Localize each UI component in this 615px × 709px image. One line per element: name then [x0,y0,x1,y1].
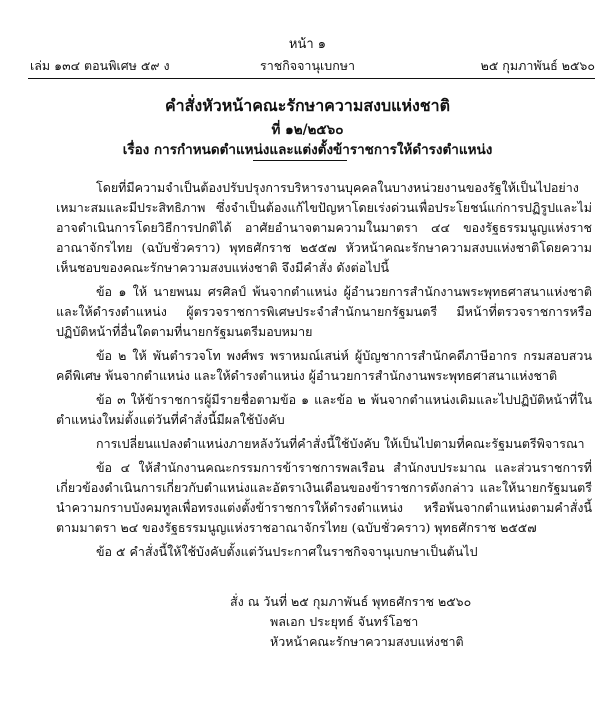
order-subject: เรื่อง การกำหนดตำแหน่งและแต่งตั้งข้าราชการให้ดำรงตำแหน่ง [122,142,493,158]
clause-3: ข้อ ๓ ให้ข้าราชการผู้มีรายชื่อตามข้อ ๑ และข้อ ๒ พ้นจากตำแหน่งเดิมและไปปฏิบัติหน้าที่ในตำแหน่งใหม่ตั้งแต่วันที่คำสั่งนี้มีผลใช้บังคับ [56,392,592,427]
order-title: คำสั่งหัวหน้าคณะรักษาความสงบแห่งชาติ [164,96,451,115]
order-body [56,178,592,566]
clause-2: ข้อ ๒ ให้ พันตำรวจโท พงศ์พร พราหมณ์เสน่ห์ ผู้บัญชาการสำนักคดีภาษีอากร กรมสอบสวนคดีพิเศษ พ้นจากตำแหน่ง และให้ดำรงตำแหน่ง ผู้อำนวยการสำนักงานพระพุทธศาสนาแห่งชาติ [56,348,592,383]
order-number: ที่ ๑๒/๒๕๖๐ [271,122,344,138]
volume-info: เล่ม ๑๓๔ ตอนพิเศษ ๕๙ ง [30,58,170,73]
signature-block [230,592,590,652]
publication-date: ๒๕ กุมภาพันธ์ ๒๕๖๐ [480,58,595,73]
gazette-header [30,56,595,74]
clause-1: ข้อ ๑ ให้ นายพนม ศรศิลป์ พ้นจากตำแหน่ง ผู้อำนวยการสำนักงานพระพุทธศาสนาแห่งชาติ และให้ดำรงตำแหน่ง ผู้ตรวจราชการพิเศษประจำสำนักนายกรัฐมนตรี มีหน้าที่ตรวจราชการหรือปฏิบัติหน้าที่อื่นใดตามที่นายกรัฐมนตรีมอบหมาย [56,284,592,339]
signing-date: สั่ง ณ วันที่ ๒๕ กุมภาพันธ์ พุทธศักราช ๒๕๖๐ [230,594,472,609]
preamble-paragraph: โดยที่มีความจำเป็นต้องปรับปรุงการบริหารงานบุคคลในบางหน่วยงานของรัฐให้เป็นไปอย่างเหมาะสมและมีประสิทธิภาพ ซึ่งจำเป็นต้องแก้ไขปัญหาโดยเร่งด่วนเพื่อประโยชน์แก่การปฏิรูปและไม่อาจดำเนินการโดยวิธีการปกติได้ อาศัยอำนาจตามความในมาตรา ๔๔ ของรัฐธรรมนูญแห่งราชอาณาจักรไทย (ฉบับชั่วคราว) พุทธศักราช ๒๕๕๗ หัวหน้าคณะรักษาความสงบแห่งชาติโดยความเห็นชอบของคณะรักษาความสงบแห่งชาติ จึงมีคำสั่ง ดังต่อไปนี้ [56,180,592,275]
signatory-name: พลเอก ประยุทธ์ จันทร์โอชา [270,614,419,629]
header-rule [28,78,595,79]
clause-5: ข้อ ๕ คำสั่งนี้ให้ใช้บังคับตั้งแต่วันประกาศในราชกิจจานุเบกษาเป็นต้นไป [96,544,478,559]
clause-3-note: การเปลี่ยนแปลงตำแหน่งภายหลังวันที่คำสั่งนี้ใช้บังคับ ให้เป็นไปตามที่คณะรัฐมนตรีพิจารณา [96,436,585,451]
clause-4: ข้อ ๔ ให้สำนักงานคณะกรรมการข้าราชการพลเรือน สำนักงบประมาณ และส่วนราชการที่เกี่ยวข้องดำเนินการเกี่ยวกับตำแหน่งและอัตราเงินเดือนของข้าราชการดังกล่าว และให้นายกรัฐมนตรีนำความกราบบังคมทูลเพื่อทรงแต่งตั้งข้าราชการให้ดำรงตำแหน่ง หรือพ้นจากตำแหน่งตามคำสั่งนี้ตามมาตรา ๒๔ ของรัฐธรรมนูญแห่งราชอาณาจักรไทย (ฉบับชั่วคราว) พุทธศักราช ๒๕๕๗ [56,460,592,535]
page-number: หน้า ๑ [288,37,327,52]
signatory-position: หัวหน้าคณะรักษาความสงบแห่งชาติ [270,634,464,649]
title-separator [253,160,347,161]
publication-name: ราชกิจจานุเบกษา [260,58,356,73]
